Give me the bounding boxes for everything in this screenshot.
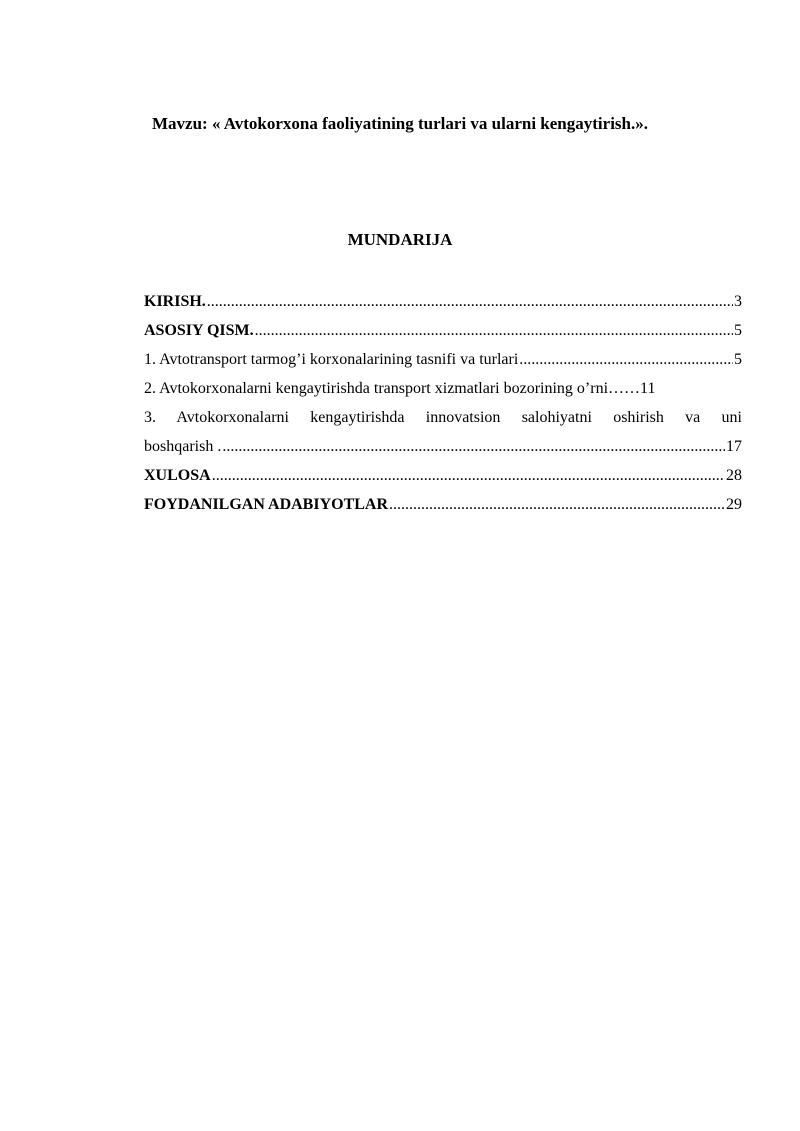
toc-entry-page: 28 bbox=[726, 467, 742, 484]
toc-entry-asosiy-qism[interactable] bbox=[144, 318, 742, 347]
toc-entry-page: 29 bbox=[726, 496, 742, 513]
toc-entry-label: 1. Avtotransport tarmog’i korxonalarining tasnifi va turlari bbox=[144, 351, 519, 368]
toc-entry-label: 3. Avtokorxonalarni kengaytirishda innovatsion salohiyatni oshirish va uni bbox=[144, 409, 742, 426]
toc-entry-page: 5 bbox=[734, 351, 742, 368]
toc-entry-page: 3 bbox=[734, 293, 742, 310]
toc-heading: MUNDARIJA bbox=[347, 230, 453, 249]
toc-entry-page: 11 bbox=[640, 380, 656, 397]
toc-entry-section-2[interactable] bbox=[144, 376, 742, 405]
toc-dot-leader bbox=[255, 318, 733, 344]
toc-entry-section-3[interactable] bbox=[144, 405, 742, 434]
toc-entry-separator: …… bbox=[608, 380, 641, 397]
toc-entry-label: FOYDANILGAN ADABIYOTLAR bbox=[144, 496, 389, 513]
toc-entry-section-1[interactable] bbox=[144, 347, 742, 376]
toc-entry-label: ASOSIY QISM. bbox=[144, 322, 254, 339]
toc-entry-page: 17 bbox=[726, 438, 742, 455]
toc-entry-label: XULOSA bbox=[144, 467, 211, 484]
toc-dot-leader bbox=[222, 434, 725, 460]
toc-entry-adabiyotlar[interactable] bbox=[144, 492, 742, 521]
toc-dot-leader bbox=[389, 492, 725, 518]
toc-dot-leader bbox=[207, 289, 733, 315]
toc-entry-kirish[interactable] bbox=[144, 289, 742, 318]
toc-entry-xulosa[interactable] bbox=[144, 463, 742, 492]
toc-dot-leader bbox=[519, 347, 733, 373]
toc-entry-label: 2. Avtokorxonalarni kengaytirishda transport xizmatlari bozorining o’rni bbox=[144, 380, 609, 397]
document-topic: Mavzu: « Avtokorxona faoliyatining turlari va ularni kengaytirish.». bbox=[151, 114, 648, 133]
toc-entry-label: boshqarish . bbox=[144, 438, 222, 455]
toc-entry-section-3-continued[interactable] bbox=[144, 434, 742, 463]
toc-dot-leader bbox=[212, 463, 725, 489]
toc-entry-label: KIRISH. bbox=[144, 293, 206, 310]
table-of-contents bbox=[144, 289, 742, 521]
toc-entry-page: 5 bbox=[734, 322, 742, 339]
